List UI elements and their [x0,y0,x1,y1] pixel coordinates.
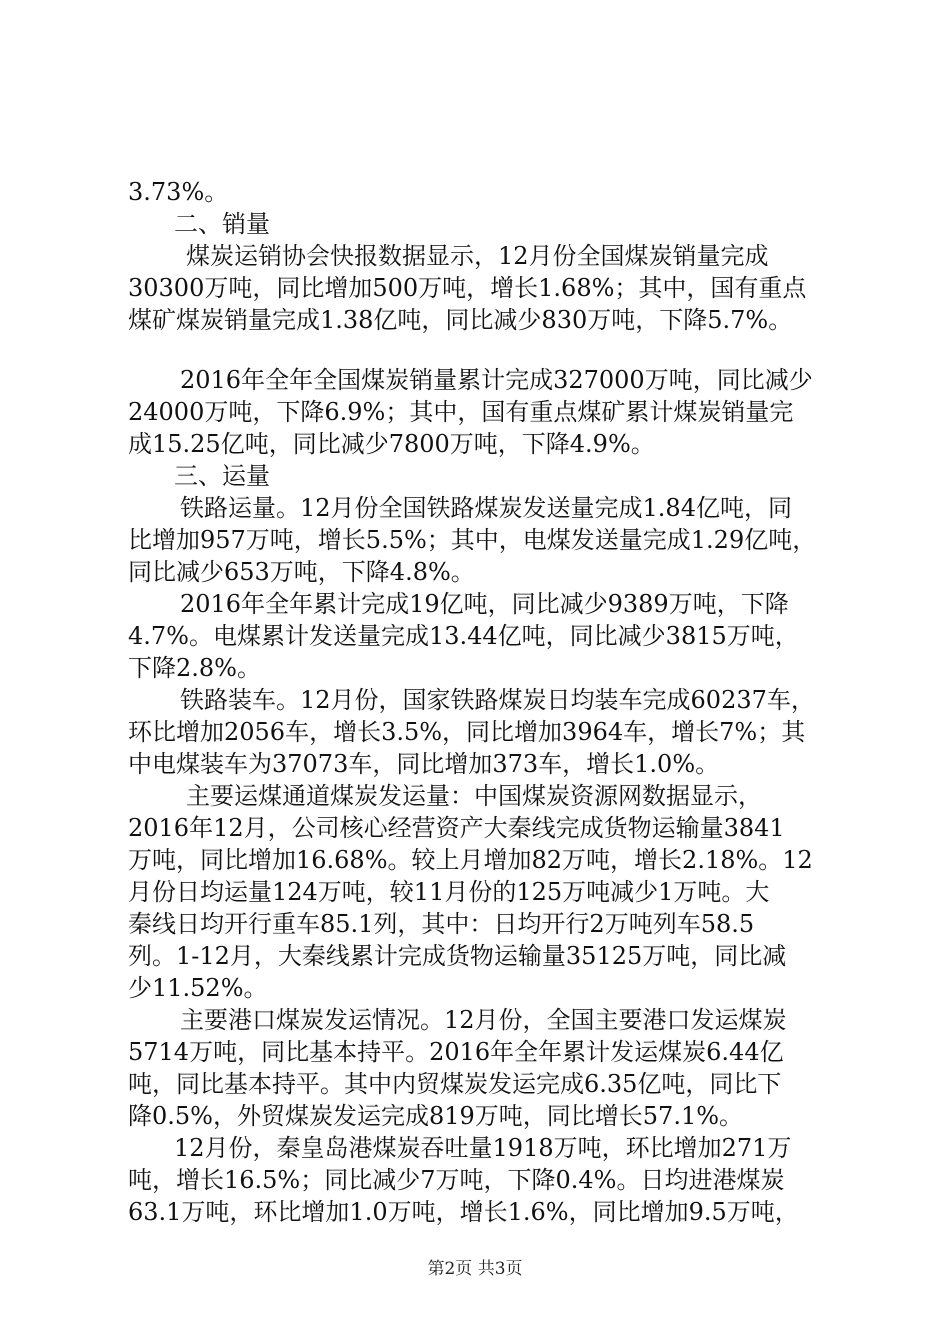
text-line: 2016年全年累计完成19亿吨，同比减少9389万吨，下降 [180,590,789,618]
text-line: 30300万吨，同比增加500万吨，增长1.68%；其中，国有重点 [128,274,807,302]
text-line: 成15.25亿吨，同比减少7800万吨，下降4.9%。 [128,430,655,458]
text-line: 63.1万吨，环比增加1.0万吨，增长1.6%，同比增加9.5万吨， [128,1198,799,1226]
paragraph-gap [128,336,838,364]
section-heading-sales: 二、销量 [174,210,270,238]
text-line: 少11.52%。 [128,974,268,1002]
document-body [128,176,838,1228]
text-line: 24000万吨，下降6.9%；其中，国有重点煤矿累计煤炭销量完 [128,398,794,426]
text-line: 月份日均运量124万吨，较11月份的125万吨减少1万吨。大 [128,878,770,906]
text-line: 列。1-12月，大秦线累计完成货物运输量35125万吨，同比减 [128,942,787,970]
text-line: 4.7%。电煤累计发送量完成13.44亿吨，同比减少3815万吨， [128,622,799,650]
text-line: 同比减少653万吨，下降4.8%。 [128,558,475,586]
text-line: 3.73%。 [128,178,229,206]
text-line: 万吨，同比增加16.68%。较上月增加82万吨，增长2.18%。12 [128,846,813,874]
text-line: 秦线日均开行重车85.1列，其中：日均开行2万吨列车58.5 [128,910,755,938]
text-line: 5714万吨，同比基本持平。2016年全年累计发运煤炭6.44亿 [128,1038,784,1066]
section-heading-transport: 三、运量 [174,462,270,490]
text-line: 降0.5%，外贸煤炭发运完成819万吨，同比增长57.1%。 [128,1102,744,1130]
text-line: 中电煤装车为37073车，同比增加373车，增长1.0%。 [128,750,720,778]
text-line: 铁路装车。12月份，国家铁路煤炭日均装车完成60237车， [180,686,815,714]
text-line: 环比增加2056车，增长3.5%，同比增加3964车，增长7%；其 [128,718,806,746]
text-line: 2016年12月，公司核心经营资产大秦线完成货物运输量3841 [128,814,785,842]
text-line: 下降2.8%。 [128,654,261,682]
text-line: 12月份，秦皇岛港煤炭吞吐量1918万吨，环比增加271万 [174,1134,792,1162]
text-line: 主要港口煤炭发运情况。12月份，全国主要港口发运煤炭 [180,1006,787,1034]
text-line: 吨，同比基本持平。其中内贸煤炭发运完成6.35亿吨，同比下 [128,1070,782,1098]
text-line: 主要运煤通道煤炭发运量：中国煤炭资源网数据显示， [186,782,762,810]
text-line: 煤炭运销协会快报数据显示，12月份全国煤炭销量完成 [186,242,769,270]
page-number-footer: 第2页 共3页 [427,1259,523,1279]
text-line: 吨，增长16.5%；同比减少7万吨，下降0.4%。日均进港煤炭 [128,1166,785,1194]
text-line: 铁路运量。12月份全国铁路煤炭发送量完成1.84亿吨，同 [180,494,792,522]
text-line: 比增加957万吨，增长5.5%；其中，电煤发送量完成1.29亿吨， [128,526,817,554]
text-line: 煤矿煤炭销量完成1.38亿吨，同比减少830万吨，下降5.7%。 [128,306,793,334]
text-line: 2016年全年全国煤炭销量累计完成327000万吨，同比减少 [180,366,813,394]
